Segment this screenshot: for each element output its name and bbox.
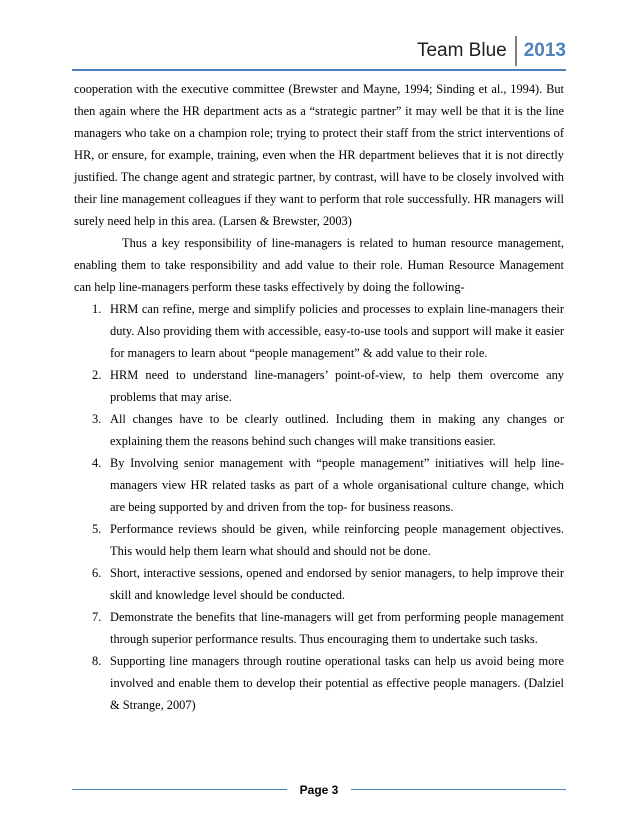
list-item-number: 4. — [92, 456, 102, 470]
list-item-text: HRM can refine, merge and simplify policies and processes to explain line-managers their duty. Also providing them with accessible, easy-to-use tools and support will make it easier for managers to learn about “people management” & add value to their role. — [110, 302, 564, 360]
list-item — [74, 364, 564, 408]
list-item — [74, 452, 564, 518]
list-item-text: Performance reviews should be given, while reinforcing people management objectives. This would help them learn what should and should not be done. — [110, 522, 564, 558]
header-year: 2013 — [523, 40, 566, 61]
list-item — [74, 606, 564, 650]
list-item-number: 7. — [92, 610, 102, 624]
page-footer — [72, 780, 566, 800]
header-rule — [72, 69, 566, 71]
header-title: Team Blue — [417, 36, 517, 66]
list-item-number: 3. — [92, 412, 102, 426]
page-header — [417, 33, 566, 69]
list-item — [74, 408, 564, 452]
list-item-text: All changes have to be clearly outlined. Including them in making any changes or explaining them the reasons behind such changes will make transitions easier. — [110, 412, 564, 448]
list-item-number: 5. — [92, 522, 102, 536]
body-paragraph-2: Thus a key responsibility of line-managers is related to human resource management, enabling them to take responsibility and add value to their role. Human Resource Management can help line-managers perform these tasks effectively by doing the following- — [74, 236, 564, 294]
list-item-text: By Involving senior management with “people management” initiatives will help line-managers view HR related tasks as part of a whole organisational culture change, which are being supported by and driven from the top- for business reasons. — [110, 456, 564, 514]
list-item — [74, 562, 564, 606]
list-item-number: 6. — [92, 566, 102, 580]
list-item — [74, 650, 564, 716]
list-item-number: 8. — [92, 654, 102, 668]
list-item-number: 2. — [92, 368, 102, 382]
list-item-text: Short, interactive sessions, opened and endorsed by senior managers, to help improve their skill and knowledge level should be conducted. — [110, 566, 564, 602]
numbered-list — [74, 298, 564, 716]
body-paragraph-1: cooperation with the executive committee (Brewster and Mayne, 1994; Sinding et al., 1994). But then again where the HR department acts as a “strategic partner” it may well be that it is the line managers who take on a champion role; trying to protect their staff from the strict interventions of HR, or ensure, for example, training, even when the HR department believes that it is not directly justified. The change agent and strategic partner, by contrast, will have to be closely involved with their line management colleagues if they want to perform that role successfully. HR managers will surely need help in this area. (Larsen & Brewster, 2003) — [74, 82, 564, 228]
page-number: Page 3 — [299, 783, 339, 797]
list-item-text: Demonstrate the benefits that line-managers will get from performing people management through superior performance results. Thus encouraging them to undertake such tasks. — [110, 610, 564, 646]
document-body — [74, 78, 564, 716]
list-item-text: HRM need to understand line-managers’ point-of-view, to help them overcome any problems that may arise. — [110, 368, 564, 404]
list-item — [74, 518, 564, 562]
list-item — [74, 298, 564, 364]
list-item-text: Supporting line managers through routine operational tasks can help us avoid being more involved and enable them to develop their potential as effective people managers. (Dalziel & Strange, 2007) — [110, 654, 564, 712]
footer-rule-right — [351, 789, 566, 790]
list-item-number: 1. — [92, 302, 102, 316]
footer-rule-left — [72, 789, 287, 790]
